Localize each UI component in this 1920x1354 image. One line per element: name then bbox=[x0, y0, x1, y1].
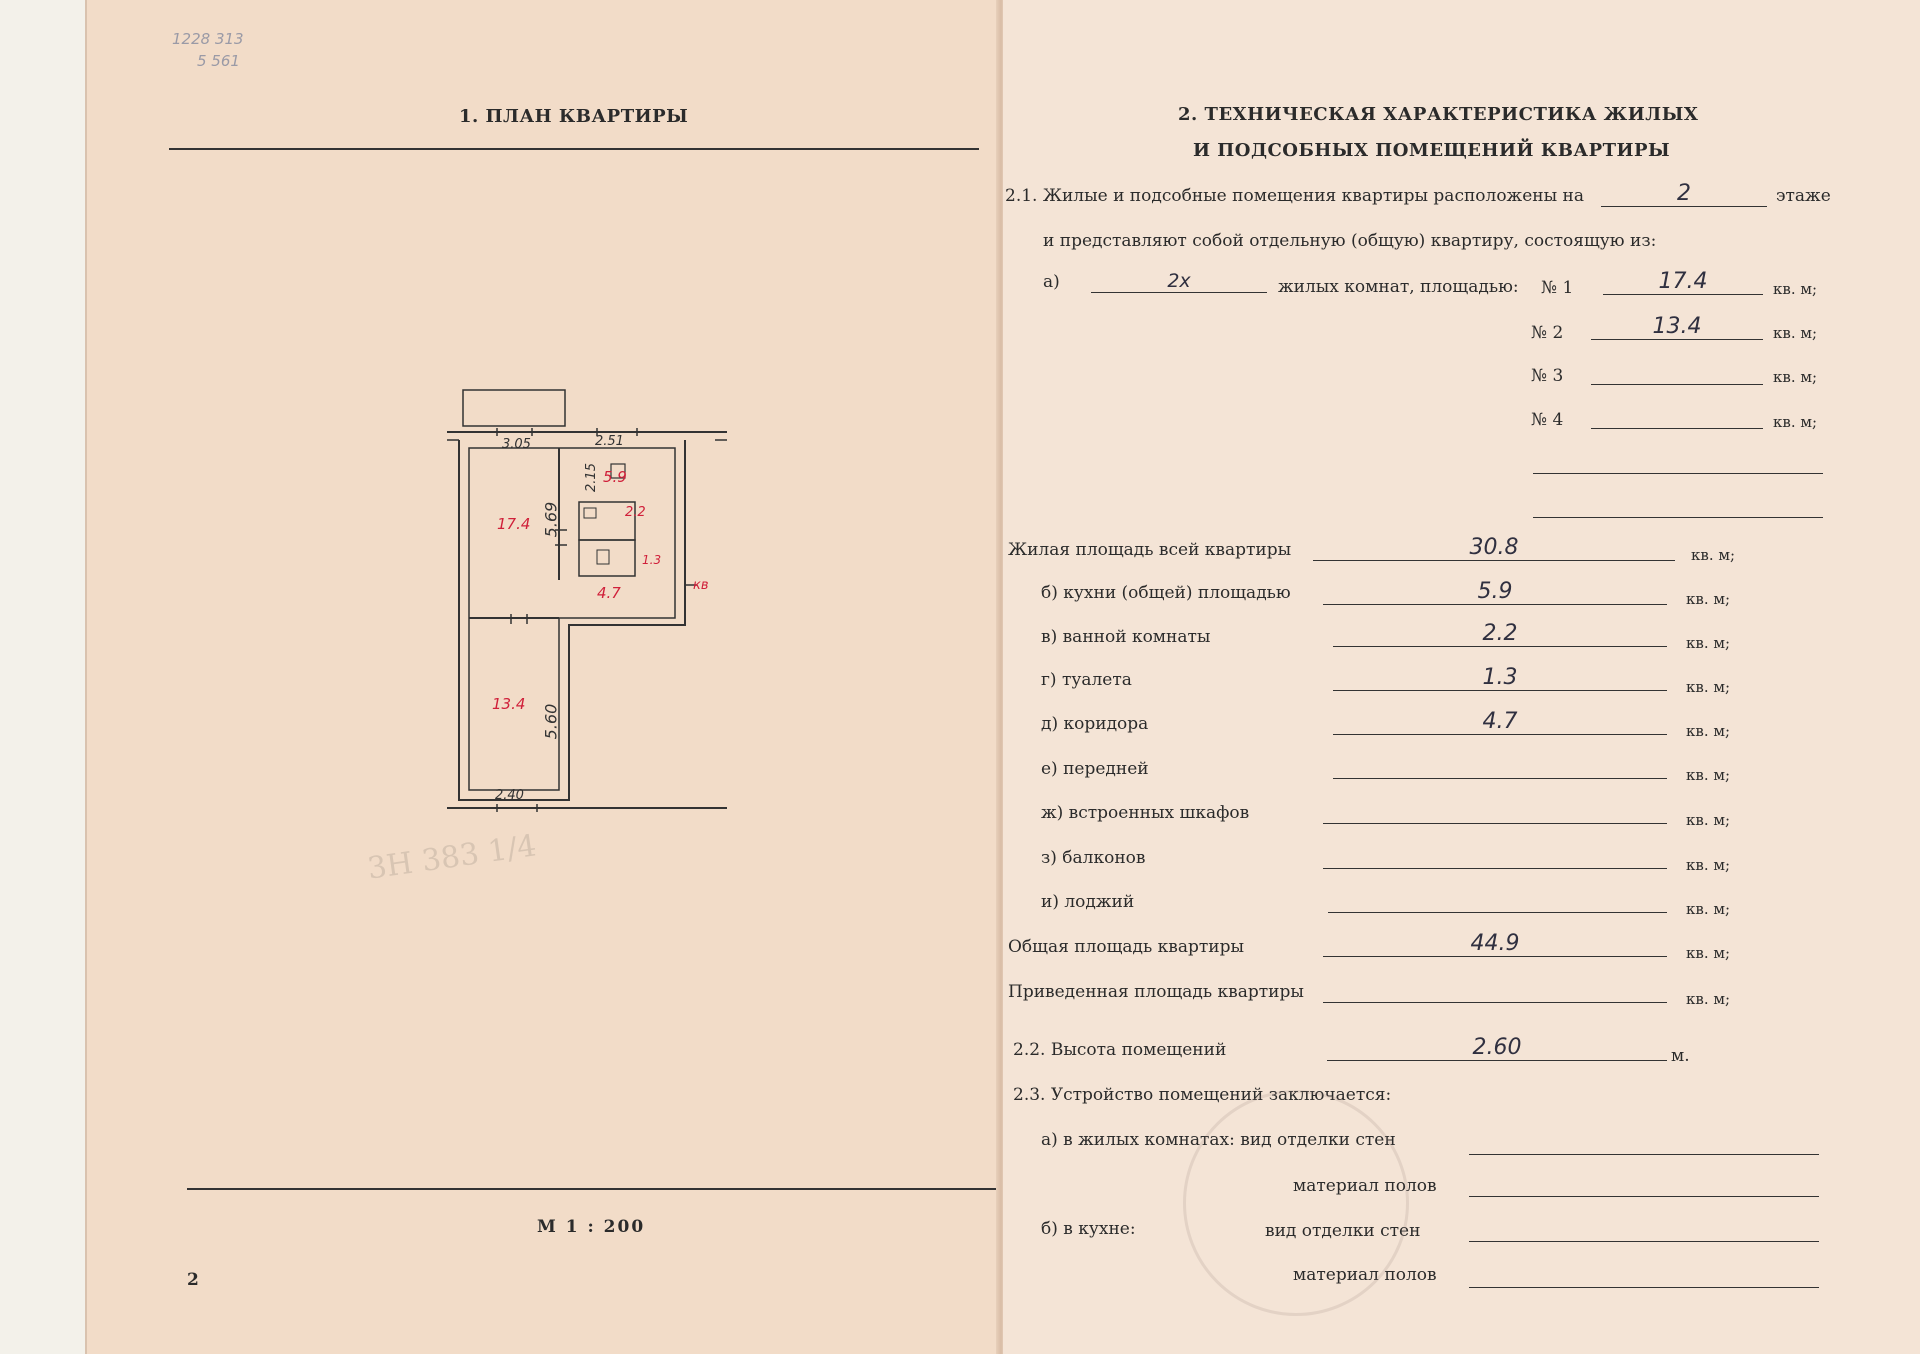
living-area-field bbox=[1313, 532, 1675, 561]
area-item-field bbox=[1333, 662, 1667, 691]
unit-label: кв. м; bbox=[1773, 280, 1818, 298]
floor-field bbox=[1601, 178, 1767, 207]
rooms-count-field bbox=[1091, 264, 1267, 293]
room-area-label: 17.4 bbox=[497, 515, 531, 533]
blank-rule bbox=[1533, 517, 1823, 518]
area-item-field bbox=[1333, 706, 1667, 735]
section-title-line2: И ПОДСОБНЫХ ПОМЕЩЕНИЙ КВАРТИРЫ bbox=[1193, 140, 1671, 161]
floor-suffix: этаже bbox=[1776, 186, 1831, 206]
dim-label: 2.15 bbox=[583, 463, 599, 492]
unit-label: кв. м; bbox=[1686, 900, 1731, 918]
unit-label: кв. м; bbox=[1686, 722, 1731, 740]
area-item-label: в) ванной комнаты bbox=[1041, 627, 1211, 647]
height-unit: м. bbox=[1671, 1046, 1690, 1066]
room-area-value: 17.4 bbox=[1658, 269, 1708, 294]
area-item-label: е) передней bbox=[1041, 759, 1149, 779]
room-area-label: 4.7 bbox=[597, 584, 621, 602]
area-item-field bbox=[1323, 795, 1667, 824]
pencil-note-1: 1228 313 bbox=[172, 30, 244, 48]
bottom-rule bbox=[187, 1188, 1002, 1190]
area-item-value: 5.9 bbox=[1477, 579, 1513, 604]
room-area-label: 2.2 bbox=[625, 505, 646, 520]
unit-label: кв. м; bbox=[1773, 413, 1818, 431]
blank-rule bbox=[1533, 473, 1823, 474]
finish-row-label: а) в жилых комнатах: вид отделки стен bbox=[1041, 1130, 1396, 1150]
unit-label: кв. м; bbox=[1686, 811, 1731, 829]
page-number: 2 bbox=[187, 1270, 199, 1290]
unit-label: кв. м; bbox=[1686, 944, 1731, 962]
finish-blank bbox=[1469, 1287, 1819, 1288]
section-title-line1: 2. ТЕХНИЧЕСКАЯ ХАРАКТЕРИСТИКА ЖИЛЫХ bbox=[1178, 104, 1699, 125]
living-area-value: 30.8 bbox=[1469, 535, 1519, 560]
total-area-field bbox=[1323, 928, 1667, 957]
sink-symbol bbox=[584, 508, 596, 518]
area-item-label: б) кухни (общей) площадью bbox=[1041, 583, 1291, 603]
living-area-label: Жилая площадь всей квартиры bbox=[1008, 540, 1292, 560]
section-2-1-line1: 2.1. Жилые и подсобные помещения квартиры расположены на bbox=[1005, 186, 1584, 206]
area-item-field bbox=[1333, 750, 1667, 779]
toilet-box bbox=[579, 540, 635, 576]
faint-stamp: 3Н 383 1/4 bbox=[365, 828, 539, 887]
finish-row-label: материал полов bbox=[1293, 1176, 1437, 1196]
room-area-value: 13.4 bbox=[1652, 314, 1702, 339]
height-value: 2.60 bbox=[1472, 1035, 1522, 1060]
unit-label: кв. м; bbox=[1686, 990, 1731, 1008]
unit-label: кв. м; bbox=[1686, 634, 1731, 652]
area-item-label: з) балконов bbox=[1041, 848, 1146, 868]
finish-blank bbox=[1469, 1154, 1819, 1155]
dim-label: 5.60 bbox=[541, 703, 561, 740]
floor-plan bbox=[427, 380, 747, 830]
area-item-value: 2.2 bbox=[1482, 621, 1518, 646]
left-page bbox=[85, 0, 1002, 1354]
height-field bbox=[1327, 1032, 1667, 1061]
entrance-label: кв bbox=[693, 578, 709, 593]
faint-round-stamp bbox=[1183, 1090, 1409, 1316]
finish-blank bbox=[1469, 1241, 1819, 1242]
area-item-label: и) лоджий bbox=[1041, 892, 1135, 912]
area-item-value: 4.7 bbox=[1482, 709, 1518, 734]
area-item-label: г) туалета bbox=[1041, 670, 1132, 690]
height-label: 2.2. Высота помещений bbox=[1013, 1040, 1227, 1060]
room-area-field bbox=[1591, 311, 1763, 340]
area-item-field bbox=[1323, 840, 1667, 869]
room-row-label: № 4 bbox=[1531, 410, 1564, 430]
unit-label: кв. м; bbox=[1691, 546, 1736, 564]
room-row-label: № 3 bbox=[1531, 366, 1564, 386]
dim-label: 5.69 bbox=[541, 501, 561, 538]
dim-label: 2.40 bbox=[495, 788, 524, 803]
section-2-1-line2: и представляют собой отдельную (общую) квартиру, состоящую из: bbox=[1043, 231, 1657, 251]
title-rule bbox=[169, 148, 979, 150]
unit-label: кв. м; bbox=[1773, 324, 1818, 342]
rooms-count: 2х bbox=[1167, 270, 1191, 292]
room-area-label: 1.3 bbox=[642, 553, 662, 567]
section-2-3-label: 2.3. Устройство помещений заключается: bbox=[1013, 1085, 1392, 1105]
area-item-field bbox=[1323, 576, 1667, 605]
finish-row-label: вид отделки стен bbox=[1265, 1221, 1421, 1241]
room-area-label: 13.4 bbox=[492, 695, 526, 713]
room-row-label: № 1 bbox=[1541, 278, 1574, 298]
area-item-label: д) коридора bbox=[1041, 714, 1149, 734]
unit-label: кв. м; bbox=[1686, 678, 1731, 696]
room-area-field bbox=[1591, 400, 1763, 429]
finish-row-label: б) в кухне: bbox=[1041, 1219, 1136, 1239]
room-row-label: № 2 bbox=[1531, 323, 1564, 343]
total-area-label: Общая площадь квартиры bbox=[1008, 937, 1245, 957]
item-a-label: а) bbox=[1043, 272, 1060, 292]
unit-label: кв. м; bbox=[1686, 590, 1731, 608]
reduced-area-label: Приведенная площадь квартиры bbox=[1008, 982, 1304, 1002]
area-item-field bbox=[1328, 884, 1667, 913]
page-title: 1. ПЛАН КВАРТИРЫ bbox=[459, 106, 689, 127]
dim-label: 3.05 bbox=[502, 437, 531, 452]
area-item-field bbox=[1333, 618, 1667, 647]
finish-blank bbox=[1469, 1196, 1819, 1197]
unit-label: кв. м; bbox=[1773, 368, 1818, 386]
total-area-value: 44.9 bbox=[1470, 931, 1520, 956]
area-item-value: 1.3 bbox=[1482, 665, 1518, 690]
dim-label: 2.51 bbox=[595, 434, 624, 449]
rooms-text: жилых комнат, площадью: bbox=[1278, 277, 1519, 297]
finish-row-label: материал полов bbox=[1293, 1265, 1437, 1285]
right-page bbox=[1003, 0, 1920, 1354]
area-item-label: ж) встроенных шкафов bbox=[1041, 803, 1250, 823]
wc-symbol bbox=[597, 550, 609, 564]
unit-label: кв. м; bbox=[1686, 856, 1731, 874]
scale-label: М 1 : 200 bbox=[537, 1217, 646, 1237]
floor-value: 2 bbox=[1677, 181, 1691, 206]
room-area-label: 5.9 bbox=[603, 468, 627, 486]
pencil-note-2: 5 561 bbox=[197, 52, 240, 70]
room-area-field bbox=[1603, 266, 1763, 295]
unit-label: кв. м; bbox=[1686, 766, 1731, 784]
balcony-outline bbox=[463, 390, 565, 426]
room-area-field bbox=[1591, 356, 1763, 385]
reduced-area-field bbox=[1323, 974, 1667, 1003]
outer-wall-inner bbox=[459, 440, 685, 800]
